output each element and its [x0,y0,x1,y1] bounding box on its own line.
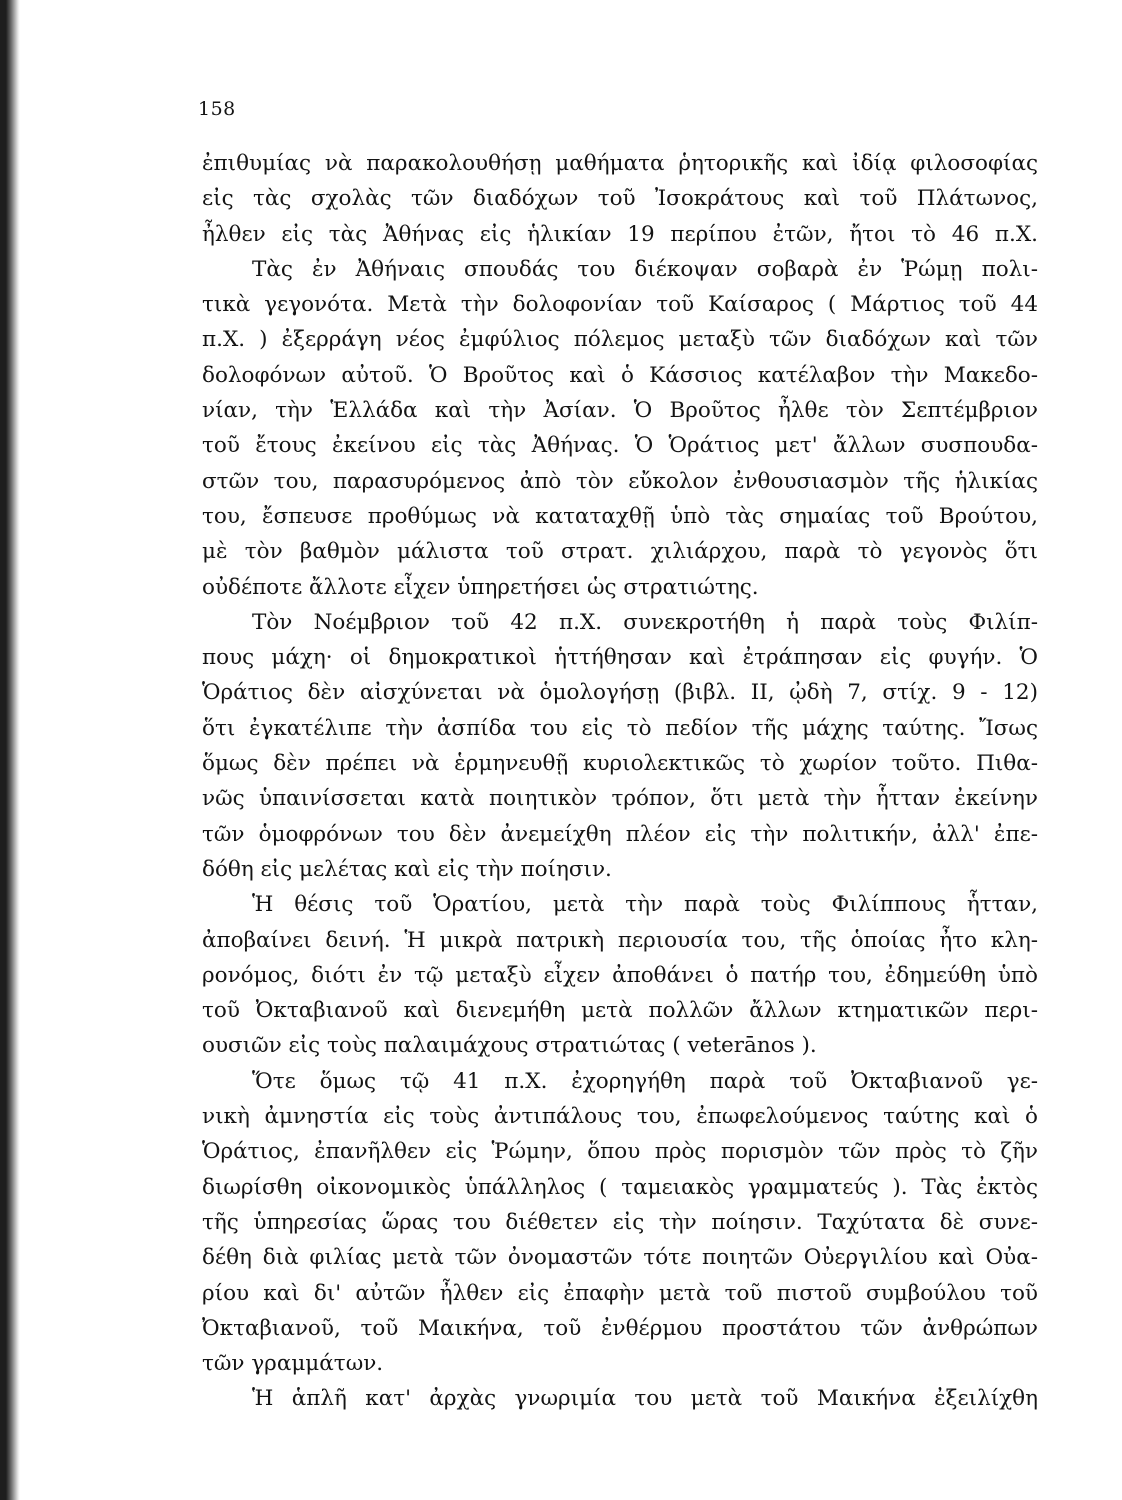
text-line: Τὸν Νοέμβριον τοῦ 42 π.Χ. συνεκροτήθη ἡ παρὰ τοὺς Φιλίπ- [252,609,1038,635]
text-line: του, ἔσπευσε προθύμως νὰ καταταχθῇ ὑπὸ τὰς σημαίας τοῦ Βρούτου, [202,503,1038,529]
body-text [202,146,1038,1417]
text-line: διωρίσθη οἰκονομικὸς ὑπάλληλος ( ταμειακὸς γραμματεύς ). Τὰς ἐκτὸς [202,1174,1038,1200]
text-line: δέθη διὰ φιλίας μετὰ τῶν ὀνομαστῶν τότε ποιητῶν Οὐεργιλίου καὶ Οὐα- [202,1245,1038,1271]
text-line: στῶν του, παρασυρόμενος ἀπὸ τὸν εὔκολον ἐνθουσιασμὸν τῆς ἡλικίας [202,468,1038,494]
page-number: 158 [198,98,236,120]
text-line: Ὅτε ὅμως τῷ 41 π.Χ. ἐχορηγήθη παρὰ τοῦ Ὀκταβιανοῦ γε- [252,1068,1038,1094]
text-line: ἦλθεν εἰς τὰς Ἀθήνας εἰς ἡλικίαν 19 περίπου ἐτῶν, ἤτοι τὸ 46 π.Χ. [202,221,1038,247]
text-line: Ὁράτιος δὲν αἰσχύνεται νὰ ὁμολογήσῃ (βιβλ. II, ᾠδὴ 7, στίχ. 9 - 12) [202,680,1038,706]
text-line: ὅτι ἐγκατέλιπε τὴν ἀσπίδα του εἰς τὸ πεδίον τῆς μάχης ταύτης. Ἴσως [202,715,1038,741]
text-line: μὲ τὸν βαθμὸν μάλιστα τοῦ στρατ. χιλιάρχου, παρὰ τὸ γεγονὸς ὅτι [202,539,1038,565]
text-line: νικὴ ἀμνηστία εἰς τοὺς ἀντιπάλους του, ἐπωφελούμενος ταύτης καὶ ὁ [202,1104,1038,1130]
text-line: ουσιῶν εἰς τοὺς παλαιμάχους στρατιώτας ( veterānos ). [202,1033,817,1059]
text-line: τῶν ὁμοφρόνων του δὲν ἀνεμείχθη πλέον εἰς τὴν πολιτικήν, ἀλλ' ἐπε- [202,821,1038,847]
text-line: τικὰ γεγονότα. Μετὰ τὴν δολοφονίαν τοῦ Καίσαρος ( Μάρτιος τοῦ 44 [202,292,1038,318]
scan-binding-edge [0,0,20,1500]
text-line: δολοφόνων αὐτοῦ. Ὁ Βροῦτος καὶ ὁ Κάσσιος κατέλαβον τὴν Μακεδο- [202,362,1038,388]
text-line: οὐδέποτε ἄλλοτε εἶχεν ὑπηρετήσει ὡς στρατιώτης. [202,574,759,600]
text-line: ὅμως δὲν πρέπει νὰ ἑρμηνευθῇ κυριολεκτικῶς τὸ χωρίον τοῦτο. Πιθα- [202,751,1038,777]
text-line: Ἡ θέσις τοῦ Ὁρατίου, μετὰ τὴν παρὰ τοὺς Φιλίππους ἧτταν, [252,892,1038,918]
text-line: τῆς ὑπηρεσίας ὥρας του διέθετεν εἰς τὴν ποίησιν. Ταχύτατα δὲ συνε- [202,1209,1038,1235]
text-line: νῶς ὑπαινίσσεται κατὰ ποιητικὸν τρόπον, ὅτι μετὰ τὴν ἧτταν ἐκείνην [202,786,1038,812]
text-line: π.Χ. ) ἐξερράγη νέος ἐμφύλιος πόλεμος μεταξὺ τῶν διαδόχων καὶ τῶν [202,327,1038,353]
text-line: ρονόμος, διότι ἐν τῷ μεταξὺ εἶχεν ἀποθάνει ὁ πατήρ του, ἐδημεύθη ὑπὸ [202,962,1038,988]
text-line: Τὰς ἐν Ἀθήναις σπουδάς του διέκοψαν σοβαρὰ ἐν Ῥώμῃ πολι- [252,256,1038,282]
text-line: τῶν γραμμάτων. [202,1351,384,1377]
text-line: τοῦ Ὀκταβιανοῦ καὶ διενεμήθη μετὰ πολλῶν ἄλλων κτηματικῶν περι- [202,998,1038,1024]
text-line: εἰς τὰς σχολὰς τῶν διαδόχων τοῦ Ἰσοκράτους καὶ τοῦ Πλάτωνος, [202,186,1038,212]
text-line: ἀποβαίνει δεινή. Ἡ μικρὰ πατρικὴ περιουσία του, τῆς ὁποίας ἦτο κλη- [202,927,1038,953]
text-line: νίαν, τὴν Ἑλλάδα καὶ τὴν Ἀσίαν. Ὁ Βροῦτος ἦλθε τὸν Σεπτέμβριον [202,398,1038,424]
text-line: πους μάχη· οἱ δημοκρατικοὶ ἡττήθησαν καὶ ἐτράπησαν εἰς φυγήν. Ὁ [202,645,1038,671]
text-line: Ὁράτιος, ἐπανῆλθεν εἰς Ῥώμην, ὅπου πρὸς πορισμὸν τῶν πρὸς τὸ ζῆν [202,1139,1038,1165]
text-line: ρίου καὶ δι' αὐτῶν ἦλθεν εἰς ἐπαφὴν μετὰ τοῦ πιστοῦ συμβούλου τοῦ [202,1280,1038,1306]
text-line: Ἡ ἁπλῆ κατ' ἀρχὰς γνωριμία του μετὰ τοῦ Μαικήνα ἐξειλίχθη [252,1386,1038,1412]
text-line: ἐπιθυμίας νὰ παρακολουθήσῃ μαθήματα ῥητορικῆς καὶ ἰδίᾳ φιλοσοφίας [202,151,1038,176]
text-line: δόθη εἰς μελέτας καὶ εἰς τὴν ποίησιν. [202,856,612,882]
text-line: τοῦ ἔτους ἐκείνου εἰς τὰς Ἀθήνας. Ὁ Ὁράτιος μετ' ἄλλων συσπουδα- [202,433,1038,459]
text-line: Ὀκταβιανοῦ, τοῦ Μαικήνα, τοῦ ἐνθέρμου προστάτου τῶν ἀνθρώπων [202,1315,1038,1341]
